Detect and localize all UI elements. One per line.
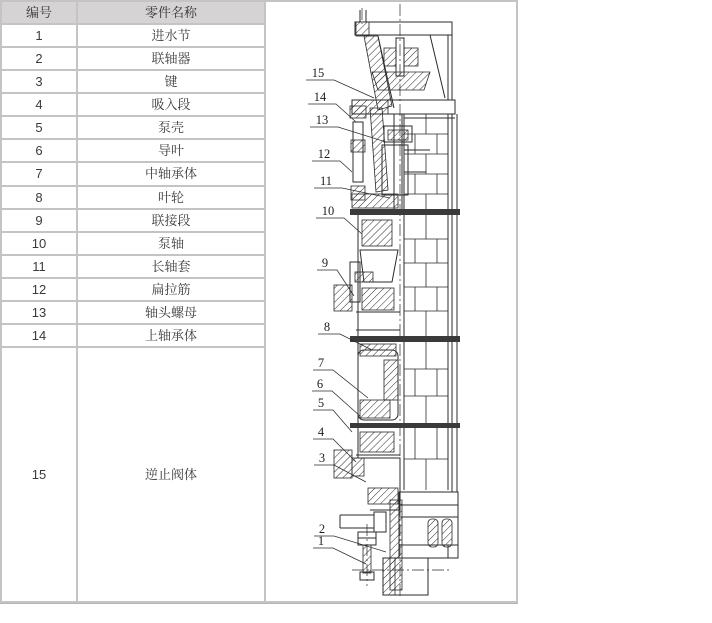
table-header-row bbox=[2, 2, 516, 23]
part-number: 9 bbox=[2, 210, 76, 231]
part-name: 上轴承体 bbox=[78, 325, 264, 346]
part-name: 进水节 bbox=[78, 25, 264, 46]
callout-14: 14 bbox=[313, 90, 327, 104]
callout-8: 8 bbox=[323, 320, 331, 334]
callout-labels bbox=[312, 66, 335, 548]
part-number: 3 bbox=[2, 71, 76, 92]
part-number: 5 bbox=[2, 117, 76, 138]
callout-6: 6 bbox=[316, 377, 324, 391]
part-name: 吸入段 bbox=[78, 94, 264, 115]
part-number: 13 bbox=[2, 302, 76, 323]
part-name: 导叶 bbox=[78, 140, 264, 161]
callout-1: 1 bbox=[317, 534, 325, 548]
hatched-sections bbox=[334, 22, 452, 595]
part-number: 8 bbox=[2, 187, 76, 208]
part-name: 长轴套 bbox=[78, 256, 264, 277]
callout-11: 11 bbox=[319, 174, 333, 188]
part-number: 2 bbox=[2, 48, 76, 69]
part-name: 逆止阀体 bbox=[78, 348, 264, 601]
part-number: 1 bbox=[2, 25, 76, 46]
part-name: 轴头螺母 bbox=[78, 302, 264, 323]
callout-2: 2 bbox=[318, 522, 326, 536]
part-name: 联轴器 bbox=[78, 48, 264, 69]
part-number: 12 bbox=[2, 279, 76, 300]
part-number: 15 bbox=[2, 348, 76, 601]
callout-4: 4 bbox=[317, 425, 325, 439]
part-number: 11 bbox=[2, 256, 76, 277]
diagram-cell bbox=[266, 2, 516, 601]
part-name: 泵轴 bbox=[78, 233, 264, 254]
pump-cross-section-diagram bbox=[266, 2, 516, 599]
part-number: 7 bbox=[2, 163, 76, 184]
part-number: 4 bbox=[2, 94, 76, 115]
part-name: 扁拉筋 bbox=[78, 279, 264, 300]
part-name: 叶轮 bbox=[78, 187, 264, 208]
part-name: 键 bbox=[78, 71, 264, 92]
part-name: 中轴承体 bbox=[78, 163, 264, 184]
callout-12: 12 bbox=[317, 147, 331, 161]
part-number: 6 bbox=[2, 140, 76, 161]
callout-5: 5 bbox=[317, 396, 325, 410]
col-header-name: 零件名称 bbox=[78, 2, 264, 23]
callout-15: 15 bbox=[311, 66, 325, 80]
part-name: 泵壳 bbox=[78, 117, 264, 138]
callout-7: 7 bbox=[317, 356, 325, 370]
callout-10: 10 bbox=[321, 204, 335, 218]
part-number: 10 bbox=[2, 233, 76, 254]
part-name: 联接段 bbox=[78, 210, 264, 231]
callout-13: 13 bbox=[315, 113, 329, 127]
callout-9: 9 bbox=[321, 256, 329, 270]
part-number: 14 bbox=[2, 325, 76, 346]
col-header-id: 编号 bbox=[2, 2, 76, 23]
callout-3: 3 bbox=[318, 451, 326, 465]
